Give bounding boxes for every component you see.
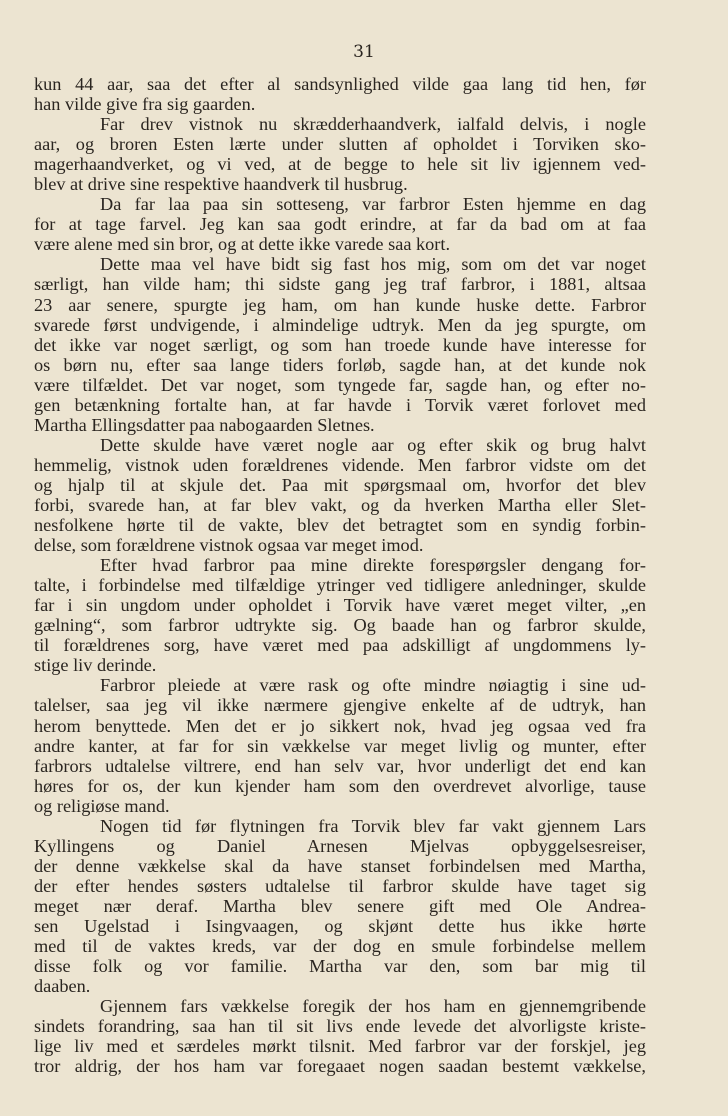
- text-line: forbi, svarede han, at far blev vakt, og da hverken Martha eller Slet-: [34, 494, 646, 515]
- text-line: og hjalp til at skjule det. Paa mit spørgsmaal om, hvorfor det blev: [34, 474, 646, 495]
- page-number: 31: [353, 42, 375, 62]
- text-line: sindets forandring, saa han til sit livs ende levede det alvorligste kriste-: [34, 1016, 646, 1037]
- text-line: Dette skulde have været nogle aar og efter skik og brug halvt: [100, 434, 646, 455]
- text-line: Farbror pleiede at være rask og ofte mindre nøiagtig i sine ud-: [100, 675, 646, 696]
- text-line: Far drev vistnok nu skrædderhaandverk, ialfald delvis, i nogle: [100, 114, 646, 135]
- text-line: gælning“, som farbror udtrykte sig. Og baade han og farbror skulde,: [34, 615, 646, 636]
- text-line: han vilde give fra sig gaarden.: [34, 94, 256, 115]
- text-line: disse folk og vor familie. Martha var den, som bar mig til: [34, 956, 646, 977]
- text-line: gen betænkning fortalte han, at far havde i Torvik været forlovet med: [34, 394, 646, 415]
- text-line: være alene med sin bror, og at dette ikke varede saa kort.: [34, 234, 451, 255]
- text-line: med til de vaktes kreds, var der dog en smule forbindelse mellem: [34, 936, 646, 957]
- text-line: svarede først undvigende, i almindelige udtryk. Men da jeg spurgte, om: [34, 314, 646, 335]
- text-line: være tilfældet. Det var noget, som tyngede far, sagde han, og efter no-: [34, 374, 646, 395]
- text-line: os børn nu, efter saa lange tiders forløb, sagde han, at det kunde nok: [34, 354, 646, 375]
- text-line: talelser, saa jeg vil ikke nærmere gjengive enkelte af de udtryk, han: [34, 695, 646, 716]
- text-line: høres for os, der kun kjender ham som den overdrevet alvorlige, tause: [34, 775, 646, 796]
- text-line: blev at drive sine respektive haandverk til husbrug.: [34, 174, 408, 195]
- text-line: nesfolkene hørte til de vakte, blev det betragtet som en syndig forbin-: [34, 515, 646, 536]
- text-line: delse, som forældrene vistnok ogsaa var meget imod.: [34, 535, 424, 556]
- text-line: magerhaandverket, og vi ved, at de begge to hele sit liv igjennem ved-: [34, 154, 646, 175]
- text-line: Gjennem fars vækkelse foregik der hos ham en gjennemgribende: [100, 996, 646, 1017]
- text-line: 23 aar senere, spurgte jeg ham, om han kunde huske dette. Farbror: [34, 294, 646, 315]
- text-line: Efter hvad farbror paa mine direkte forespørgsler dengang for-: [100, 555, 646, 576]
- text-line: Dette maa vel have bidt sig fast hos mig, som om det var noget: [100, 254, 646, 275]
- text-line: herom benyttede. Men det er jo sikkert nok, hvad jeg ogsaa ved fra: [34, 715, 646, 736]
- text-line: stige liv derinde.: [34, 655, 157, 676]
- text-line: daaben.: [34, 976, 91, 997]
- text-line: sen Ugelstad i Isingvaagen, og skjønt dette hus ikke hørte: [34, 915, 646, 936]
- text-line: meget nær deraf. Martha blev senere gift med Ole Andrea-: [34, 895, 646, 916]
- text-line: lige liv med et særdeles mørkt tilsnit. Med farbror var der forskjel, jeg: [34, 1036, 646, 1057]
- text-line: der denne vækkelse skal da have stanset forbindelsen med Martha,: [34, 855, 646, 876]
- text-line: hemmelig, vistnok uden forældrenes vidende. Men farbror vidste om det: [34, 454, 646, 475]
- text-line: Kyllingens og Daniel Arnesen Mjelvas opbyggelsesreiser,: [34, 835, 646, 856]
- text-line: kun 44 aar, saa det efter al sandsynlighed vilde gaa lang tid hen, før: [34, 74, 646, 94]
- text-line: tror aldrig, der hos ham var foregaaet nogen saadan bestemt vækkelse,: [34, 1056, 646, 1077]
- text-line: der efter hendes søsters udtalelse til farbror skulde have taget sig: [34, 875, 646, 896]
- text-line: Nogen tid før flytningen fra Torvik blev far vakt gjennem Lars: [100, 815, 646, 836]
- body-text: [34, 74, 646, 1076]
- text-line: talte, i forbindelse med tilfældige ytringer ved tidligere anledninger, skulde: [34, 575, 646, 596]
- text-line: og religiøse mand.: [34, 795, 170, 816]
- text-line: farbrors udtalelse viltrere, end han selv var, hvor underligt det end kan: [34, 755, 646, 776]
- text-line: særligt, han vilde ham; thi sidste gang jeg traf farbror, i 1881, altsaa: [34, 274, 646, 295]
- text-line: til forældrenes sorg, have været med paa adskilligt af ungdommens ly-: [34, 635, 646, 656]
- text-line: Da far laa paa sin sotteseng, var farbror Esten hjemme en dag: [100, 194, 646, 215]
- text-line: det ikke var noget særligt, og som han troede kunde have interesse for: [34, 334, 646, 355]
- text-line: far i sin ungdom under opholdet i Torvik have været meget vilter, „en: [34, 595, 646, 616]
- text-line: for at tage farvel. Jeg kan saa godt erindre, at far da bad om at faa: [34, 214, 646, 235]
- text-line: Martha Ellingsdatter paa nabogaarden Sletnes.: [34, 414, 375, 435]
- text-line: aar, og broren Esten lærte under slutten af opholdet i Torviken sko-: [34, 134, 646, 155]
- text-line: andre kanter, at far for sin vækkelse var meget livlig og munter, efter: [34, 735, 646, 756]
